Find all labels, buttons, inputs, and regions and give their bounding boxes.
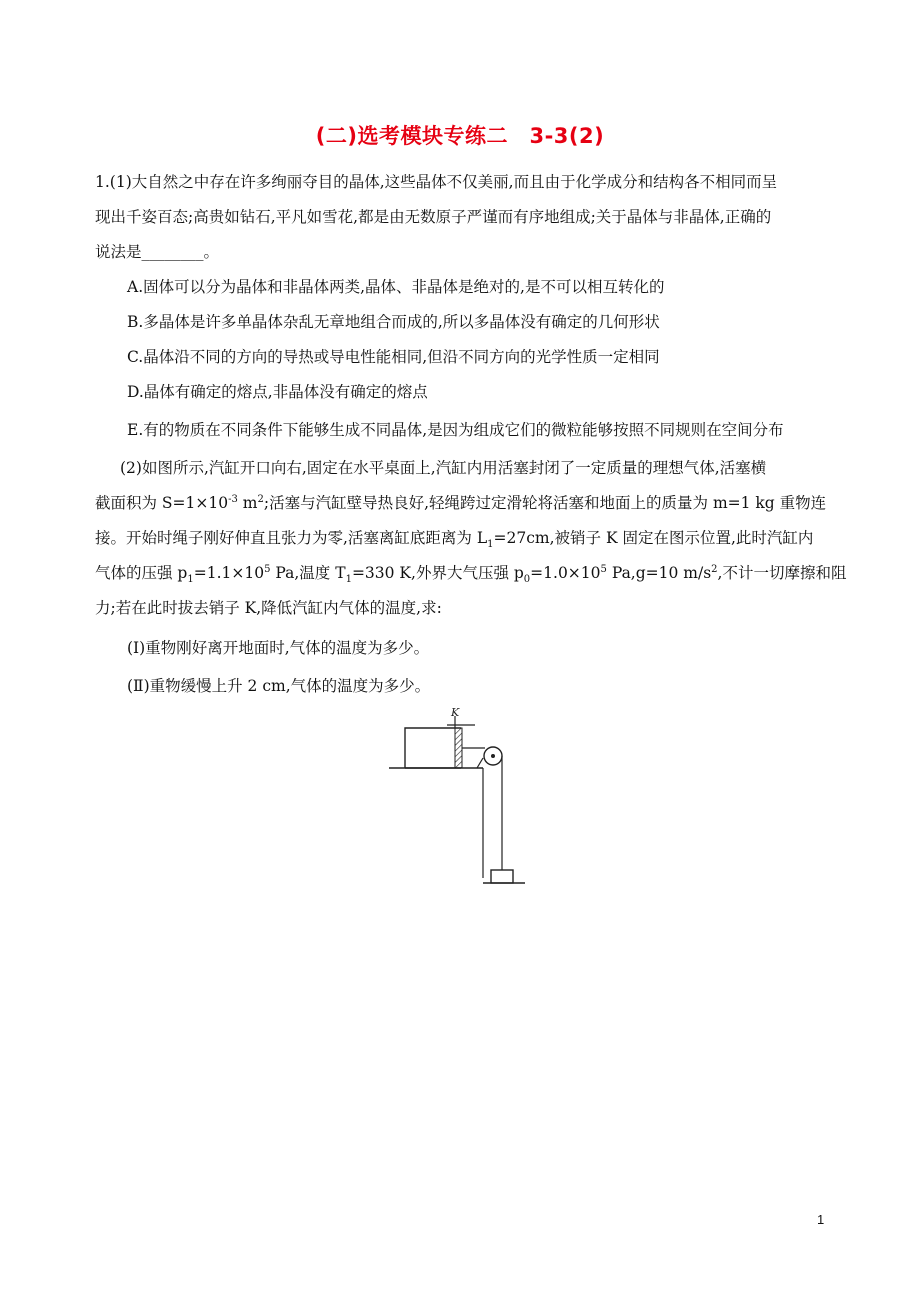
question-1-part-2-line-3: 接。开始时绳子刚好伸直且张力为零,活塞离缸底距离为 $L_1=27cm$,被销子 K 固定在图示位置,此时汽缸内 [95, 529, 814, 551]
option-c: C.晶体沿不同的方向的导热或导电性能相同,但沿不同方向的光学性质一定相同 [127, 348, 660, 366]
cylinder-pulley-figure [385, 702, 535, 892]
sub-question-1: (Ⅰ)重物刚好离开地面时,气体的温度为多少。 [127, 639, 430, 657]
option-b: B.多晶体是许多单晶体杂乱无章地组合而成的,所以多晶体没有确定的几何形状 [127, 313, 660, 331]
option-a: A.固体可以分为晶体和非晶体两类,晶体、非晶体是绝对的,是不可以相互转化的 [127, 278, 665, 296]
option-d: D.晶体有确定的熔点,非晶体没有确定的熔点 [127, 383, 428, 401]
cylinder-wall [405, 728, 461, 768]
pin-k-label: K [451, 706, 460, 719]
question-1-part-1-line-3: 说法是________。 [95, 243, 220, 261]
question-1-part-2-line-4: 气体的压强 $p_1=1.1\times 10^5$ Pa,温度 $T_1=330$ K,外界大气压强 $p_0=1.0\times 10^5$ Pa,g=10 $m/s^2$,不计一切摩擦和阻 [95, 563, 847, 586]
question-1-part-1-line-1: 1.(1)大自然之中存在许多绚丽夺目的晶体,这些晶体不仅美丽,而且由于化学成分和结构各不相同而呈 [95, 173, 778, 191]
weight-block [491, 870, 513, 883]
page-title: (二)选考模块专练二 3-3(2) [315, 124, 605, 148]
question-1-part-2-line-1: (2)如图所示,汽缸开口向右,固定在水平桌面上,汽缸内用活塞封闭了一定质量的理想气体,活塞横 [120, 459, 767, 477]
option-e: E.有的物质在不同条件下能够生成不同晶体,是因为组成它们的微粒能够按照不同规则在空间分布 [127, 421, 784, 439]
question-1-part-2-line-2: 截面积为 $S=1\times 10^{-3}$ $m^2$;活塞与汽缸壁导热良好,轻绳跨过定滑轮将活塞和地面上的质量为 m=1 kg 重物连 [95, 493, 827, 512]
sub-question-2: (Ⅱ)重物缓慢上升 2 cm,气体的温度为多少。 [127, 677, 431, 695]
question-1-part-1-line-2: 现出千姿百态;高贵如钻石,平凡如雪花,都是由无数原子严谨而有序地组成;关于晶体与非晶体,正确的 [95, 208, 772, 226]
piston [455, 728, 462, 768]
question-1-part-2-line-5: 力;若在此时拔去销子 K,降低汽缸内气体的温度,求: [95, 599, 442, 617]
page-number: 1 [817, 1212, 825, 1227]
